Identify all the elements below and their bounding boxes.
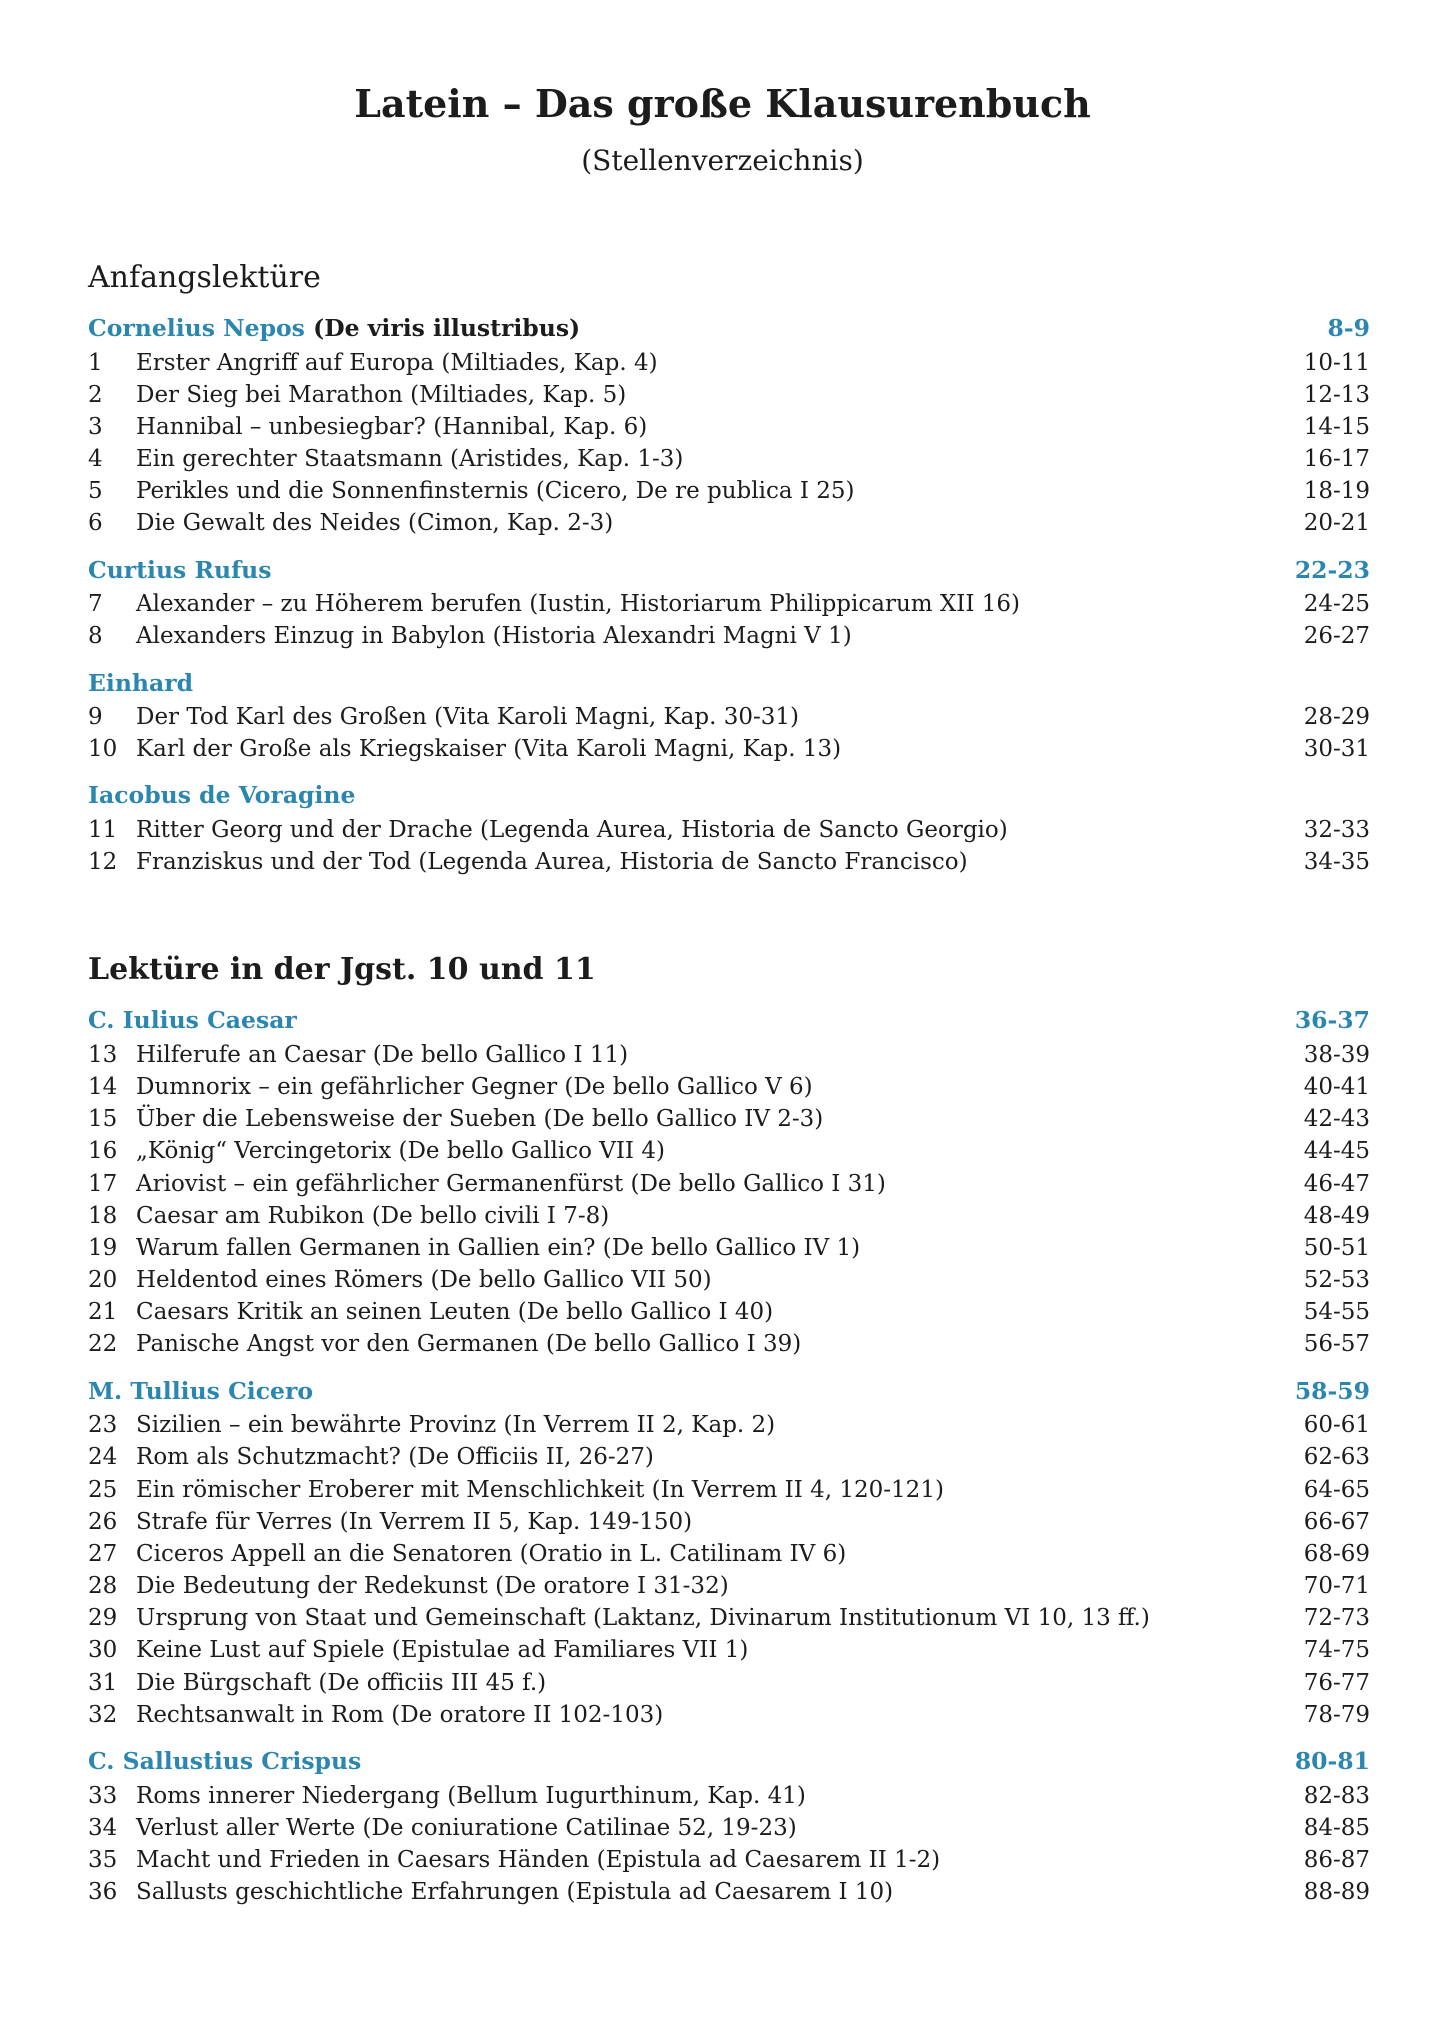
entry-number: 15 [88, 1106, 118, 1133]
entry-title: Erster Angriff auf Europa (Miltiades, Kap. 4) [136, 349, 658, 376]
index-entry [88, 1200, 1370, 1232]
entry-pages: 28-29 [1303, 704, 1370, 730]
entry-title: Verlust aller Werte (De coniuratione Catilinae 52, 19-23) [136, 1814, 797, 1841]
index-entry [88, 1876, 1370, 1908]
entry-title: Karl der Große als Kriegskaiser (Vita Karoli Magni, Kap. 13) [136, 736, 842, 763]
index-entry [88, 1780, 1370, 1812]
entry-title: Dumnorix – ein gefährlicher Gegner (De bello Gallico V 6) [136, 1073, 813, 1100]
entry-pages: 84-85 [1303, 1814, 1370, 1841]
entry-pages: 74-75 [1303, 1637, 1370, 1664]
index-entry [88, 1474, 1370, 1506]
entry-title: Roms innerer Niedergang (Bellum Iugurthinum, Kap. 41) [136, 1782, 806, 1809]
index-entry [88, 1667, 1370, 1699]
index-entry [88, 1328, 1370, 1360]
entry-title: Macht und Frieden in Caesars Händen (Epistula ad Caesarem II 1-2) [136, 1846, 941, 1873]
entry-pages: 76-77 [1303, 1669, 1370, 1696]
entry-title: Der Sieg bei Marathon (Miltiades, Kap. 5) [136, 381, 627, 408]
author-heading [88, 1006, 297, 1034]
index-entry [88, 379, 1370, 411]
entry-title: Hilferufe an Caesar (De bello Gallico I 11) [136, 1041, 629, 1068]
entry-title: Die Bedeutung der Redekunst (De oratore I 31-32) [136, 1573, 729, 1600]
author-name: Curtius Rufus [88, 555, 272, 584]
page-title: Latein – Das große Klausurenbuch [354, 81, 1091, 126]
index-entry [88, 814, 1370, 846]
index-entry [88, 1602, 1370, 1634]
entry-number: 7 [88, 591, 103, 618]
author-heading [88, 1747, 361, 1775]
author-section [88, 669, 1370, 766]
entry-pages: 46-47 [1303, 1170, 1370, 1197]
author-row [88, 556, 1370, 589]
entry-number: 27 [88, 1540, 118, 1567]
author-name: M. Tullius Cicero [88, 1376, 314, 1405]
entry-title: Perikles und die Sonnenfinsternis (Cicero, De re publica I 25) [136, 478, 855, 505]
entry-number: 14 [88, 1073, 118, 1100]
author-row [88, 669, 1370, 702]
entry-title: Heldentod eines Römers (De bello Gallico VII 50) [136, 1267, 712, 1294]
entry-number: 33 [88, 1782, 118, 1809]
author-heading [88, 314, 580, 342]
author-pages: 58-59 [1294, 1376, 1370, 1405]
author-name: C. Sallustius Crispus [88, 1747, 362, 1775]
entry-pages: 68-69 [1303, 1540, 1370, 1567]
entry-pages: 12-13 [1303, 381, 1370, 408]
index-entry [88, 1135, 1370, 1167]
entry-pages: 30-31 [1303, 736, 1370, 763]
entry-pages: 66-67 [1303, 1508, 1370, 1535]
entry-pages: 78-79 [1303, 1701, 1370, 1728]
author-name: Cornelius Nepos [88, 314, 305, 342]
index-entry [88, 1039, 1370, 1071]
entry-number: 5 [88, 478, 103, 505]
entry-pages: 26-27 [1303, 623, 1370, 650]
entry-pages: 20-21 [1303, 510, 1370, 537]
entry-number: 6 [88, 510, 103, 537]
index-entry [88, 846, 1370, 878]
entry-number: 16 [88, 1138, 118, 1165]
entry-number: 8 [88, 623, 103, 650]
entry-title: Franziskus und der Tod (Legenda Aurea, Historia de Sancto Francisco) [136, 849, 968, 876]
entry-number: 25 [88, 1476, 118, 1503]
author-section [88, 556, 1370, 653]
entry-number: 23 [88, 1412, 118, 1439]
author-heading [88, 781, 355, 809]
index-entry [88, 347, 1370, 379]
author-section [88, 1006, 1370, 1360]
index-entry [88, 1699, 1370, 1731]
entry-pages: 48-49 [1303, 1202, 1370, 1229]
index-entry [88, 1103, 1370, 1135]
entry-number: 32 [88, 1701, 118, 1728]
index-entry [88, 620, 1370, 652]
entry-title: Sallusts geschichtliche Erfahrungen (Epistula ad Caesarem I 10) [136, 1879, 894, 1906]
entry-pages: 86-87 [1303, 1846, 1370, 1873]
author-name: Iacobus de Voragine [88, 781, 356, 810]
entry-number: 13 [88, 1041, 118, 1068]
author-row [88, 1006, 1370, 1039]
entry-pages: 38-39 [1303, 1041, 1370, 1068]
index-entry [88, 1296, 1370, 1328]
entry-title: Hannibal – unbesiegbar? (Hannibal, Kap. 6) [136, 413, 648, 440]
index-entry [88, 1409, 1370, 1441]
index-entry [88, 1264, 1370, 1296]
entry-number: 9 [88, 704, 103, 730]
entry-pages: 16-17 [1303, 446, 1370, 473]
index-entry [88, 507, 1370, 539]
entry-title: Ritter Georg und der Drache (Legenda Aurea, Historia de Sancto Georgio) [136, 816, 1008, 843]
index-entry [88, 1812, 1370, 1844]
author-heading [88, 669, 193, 697]
author-heading [88, 556, 272, 584]
part-heading: Lektüre in der Jgst. 10 und 11 [88, 952, 596, 988]
index-entry [88, 1441, 1370, 1473]
entry-number: 28 [88, 1573, 118, 1600]
entry-pages: 82-83 [1303, 1782, 1370, 1809]
entry-pages: 14-15 [1303, 413, 1370, 440]
index-content [88, 258, 1370, 1908]
author-row [88, 781, 1370, 814]
entry-number: 17 [88, 1170, 118, 1197]
author-row [88, 1747, 1370, 1780]
entry-pages: 32-33 [1303, 816, 1370, 843]
entry-number: 1 [88, 349, 103, 376]
entry-pages: 72-73 [1303, 1605, 1370, 1632]
entry-title: Die Gewalt des Neides (Cimon, Kap. 2-3) [136, 510, 614, 537]
entry-number: 11 [88, 816, 118, 843]
entry-number: 26 [88, 1508, 118, 1535]
index-entry [88, 1071, 1370, 1103]
author-section [88, 781, 1370, 878]
entry-title: Ein römischer Eroberer mit Menschlichkeit (In Verrem II 4, 120-121) [136, 1476, 944, 1503]
entry-pages: 52-53 [1303, 1267, 1370, 1294]
entry-title: Caesar am Rubikon (De bello civili I 7-8) [136, 1202, 610, 1229]
entry-number: 2 [88, 381, 103, 408]
work-title: (De viris illustribus) [304, 314, 581, 342]
index-part [88, 258, 1370, 878]
author-name: C. Iulius Caesar [88, 1006, 297, 1035]
index-entry [88, 1506, 1370, 1538]
author-row [88, 1377, 1370, 1410]
entry-number: 34 [88, 1814, 118, 1841]
entry-number: 4 [88, 446, 103, 473]
entry-pages: 34-35 [1303, 849, 1370, 876]
entry-pages: 56-57 [1303, 1331, 1370, 1358]
entry-title: Panische Angst vor den Germanen (De bello Gallico I 39) [136, 1331, 802, 1358]
author-section [88, 1747, 1370, 1908]
entry-number: 29 [88, 1605, 118, 1632]
entry-pages: 40-41 [1303, 1073, 1370, 1100]
entry-number: 30 [88, 1637, 118, 1664]
entry-title: Ciceros Appell an die Senatoren (Oratio in L. Catilinam IV 6) [136, 1540, 847, 1567]
entry-number: 21 [88, 1299, 118, 1326]
entry-pages: 24-25 [1303, 591, 1370, 618]
entry-title: Rom als Schutzmacht? (De Officiis II, 26-27) [136, 1444, 654, 1471]
author-heading [88, 1377, 313, 1405]
entry-number: 20 [88, 1267, 118, 1294]
entry-pages: 70-71 [1303, 1573, 1370, 1600]
entry-number: 10 [88, 736, 118, 763]
entry-pages: 10-11 [1303, 349, 1370, 376]
index-entry [88, 1570, 1370, 1602]
index-entry [88, 475, 1370, 507]
entry-pages: 42-43 [1303, 1106, 1370, 1133]
index-entry [88, 733, 1370, 765]
author-pages: 80-81 [1294, 1747, 1370, 1775]
entry-number: 31 [88, 1669, 118, 1696]
author-pages: 36-37 [1294, 1006, 1370, 1035]
entry-number: 35 [88, 1846, 118, 1873]
entry-pages: 64-65 [1303, 1476, 1370, 1503]
page-subtitle: (Stellenverzeichnis) [581, 144, 864, 177]
index-entry [88, 443, 1370, 475]
author-row [88, 314, 1370, 347]
entry-number: 36 [88, 1879, 118, 1906]
entry-title: Sizilien – ein bewährte Provinz (In Verrem II 2, Kap. 2) [136, 1412, 776, 1439]
entry-pages: 18-19 [1303, 478, 1370, 505]
author-pages: 8-9 [1327, 314, 1370, 342]
entry-title: Alexanders Einzug in Babylon (Historia Alexandri Magni V 1) [136, 623, 852, 650]
entry-number: 24 [88, 1444, 118, 1471]
entry-title: Über die Lebensweise der Sueben (De bello Gallico IV 2-3) [136, 1106, 824, 1133]
entry-pages: 44-45 [1303, 1138, 1370, 1165]
index-entry [88, 1168, 1370, 1200]
part-heading: Anfangslektüre [88, 260, 321, 295]
author-pages: 22-23 [1294, 555, 1370, 584]
entry-title: Rechtsanwalt in Rom (De oratore II 102-103) [136, 1701, 664, 1728]
index-entry [88, 1538, 1370, 1570]
entry-title: Warum fallen Germanen in Gallien ein? (De bello Gallico IV 1) [136, 1234, 861, 1261]
entry-title: Ein gerechter Staatsmann (Aristides, Kap. 1-3) [136, 446, 684, 473]
entry-pages: 62-63 [1303, 1444, 1370, 1471]
entry-title: Alexander – zu Höherem berufen (Iustin, Historiarum Philippicarum XII 16) [136, 591, 1020, 618]
entry-pages: 54-55 [1303, 1299, 1370, 1326]
entry-number: 3 [88, 413, 103, 440]
entry-number: 18 [88, 1202, 118, 1229]
entry-pages: 50-51 [1303, 1234, 1370, 1261]
entry-title: Der Tod Karl des Großen (Vita Karoli Magni, Kap. 30-31) [136, 704, 799, 730]
entry-title: Caesars Kritik an seinen Leuten (De bello Gallico I 40) [136, 1299, 774, 1326]
author-section [88, 314, 1370, 540]
entry-title: Ariovist – ein gefährlicher Germanenfürst (De bello Gallico I 31) [136, 1170, 886, 1197]
author-name: Einhard [88, 668, 194, 697]
entry-number: 12 [88, 849, 118, 876]
index-entry [88, 1232, 1370, 1264]
index-entry [88, 701, 1370, 733]
entry-title: Keine Lust auf Spiele (Epistulae ad Familiares VII 1) [136, 1637, 749, 1664]
entry-pages: 60-61 [1303, 1412, 1370, 1439]
entry-number: 22 [88, 1331, 118, 1358]
entry-number: 19 [88, 1234, 118, 1261]
index-entry [88, 1844, 1370, 1876]
entry-title: Ursprung von Staat und Gemeinschaft (Laktanz, Divinarum Institutionum VI 10, 13 ff.) [136, 1605, 1150, 1632]
index-entry [88, 411, 1370, 443]
entry-pages: 88-89 [1303, 1879, 1370, 1906]
index-part [88, 950, 1370, 1908]
entry-title: Strafe für Verres (In Verrem II 5, Kap. 149-150) [136, 1508, 693, 1535]
entry-title: „König“ Vercingetorix (De bello Gallico VII 4) [136, 1138, 665, 1165]
index-entry [88, 588, 1370, 620]
entry-title: Die Bürgschaft (De officiis III 45 f.) [136, 1669, 547, 1696]
author-section [88, 1377, 1370, 1731]
index-entry [88, 1634, 1370, 1666]
